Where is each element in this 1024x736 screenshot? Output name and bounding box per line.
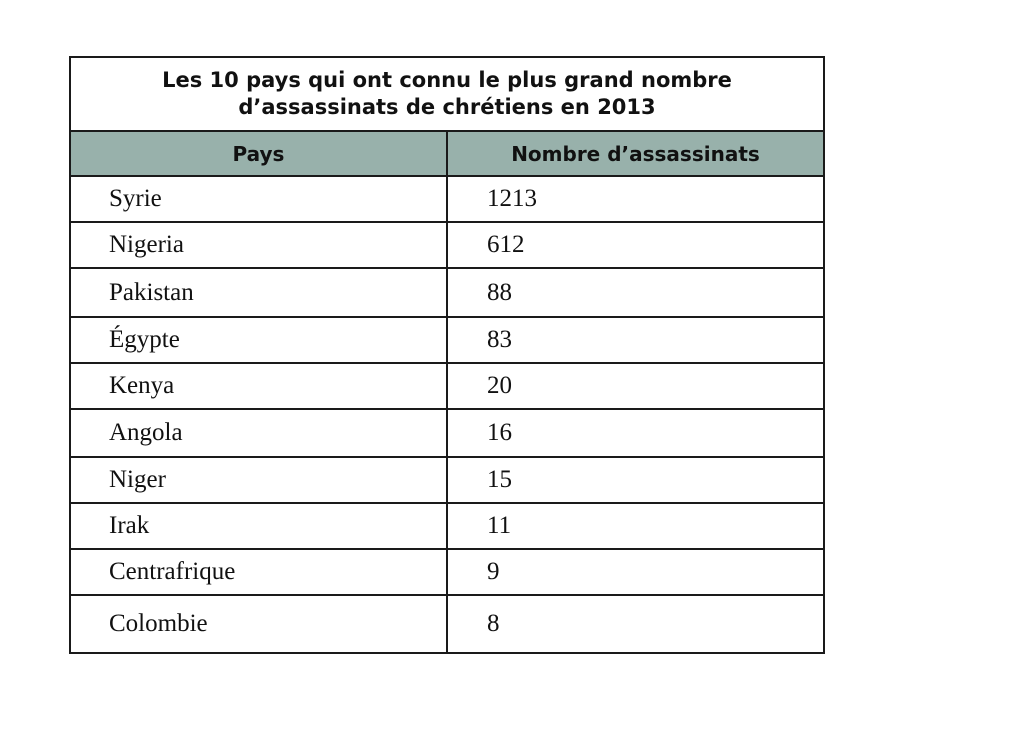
count-cell: 88 (487, 278, 512, 306)
count-cell: 1213 (487, 185, 537, 212)
country-cell: Angola (71, 410, 448, 456)
count-cell: 15 (487, 466, 512, 493)
table-row (71, 269, 823, 318)
column-header-count: Nombre d’assassinats (511, 141, 760, 166)
country-cell: Kenya (71, 364, 448, 408)
table-row (71, 364, 823, 410)
country-cell: Nigeria (71, 223, 448, 267)
country-cell: Pakistan (71, 269, 448, 316)
count-cell: 11 (487, 512, 512, 539)
table-title-line-2: d’assassinats de chrétiens en 2013 (238, 95, 656, 119)
country-cell: Syrie (71, 177, 448, 221)
table-row (71, 550, 823, 596)
country-cell: Égypte (71, 318, 448, 362)
table-row (71, 223, 823, 269)
killings-table (69, 56, 825, 654)
country-cell: Colombie (71, 596, 448, 652)
country-cell: Niger (71, 458, 448, 502)
table-row (71, 318, 823, 364)
count-cell: 16 (487, 419, 512, 446)
table-row (71, 504, 823, 550)
count-cell: 9 (487, 558, 500, 585)
column-header-country: Pays (71, 132, 448, 175)
table-title (71, 58, 823, 132)
country-cell: Irak (71, 504, 448, 548)
table-header-row (71, 132, 823, 177)
count-cell: 20 (487, 372, 512, 399)
country-cell: Centrafrique (71, 550, 448, 594)
count-cell: 83 (487, 326, 512, 353)
table-row (71, 596, 823, 652)
count-cell: 612 (487, 231, 525, 258)
count-cell: 8 (487, 610, 500, 637)
table-row (71, 458, 823, 504)
table-title-line-1: Les 10 pays qui ont connu le plus grand nombre (162, 68, 732, 92)
table-row (71, 177, 823, 223)
table-row (71, 410, 823, 458)
